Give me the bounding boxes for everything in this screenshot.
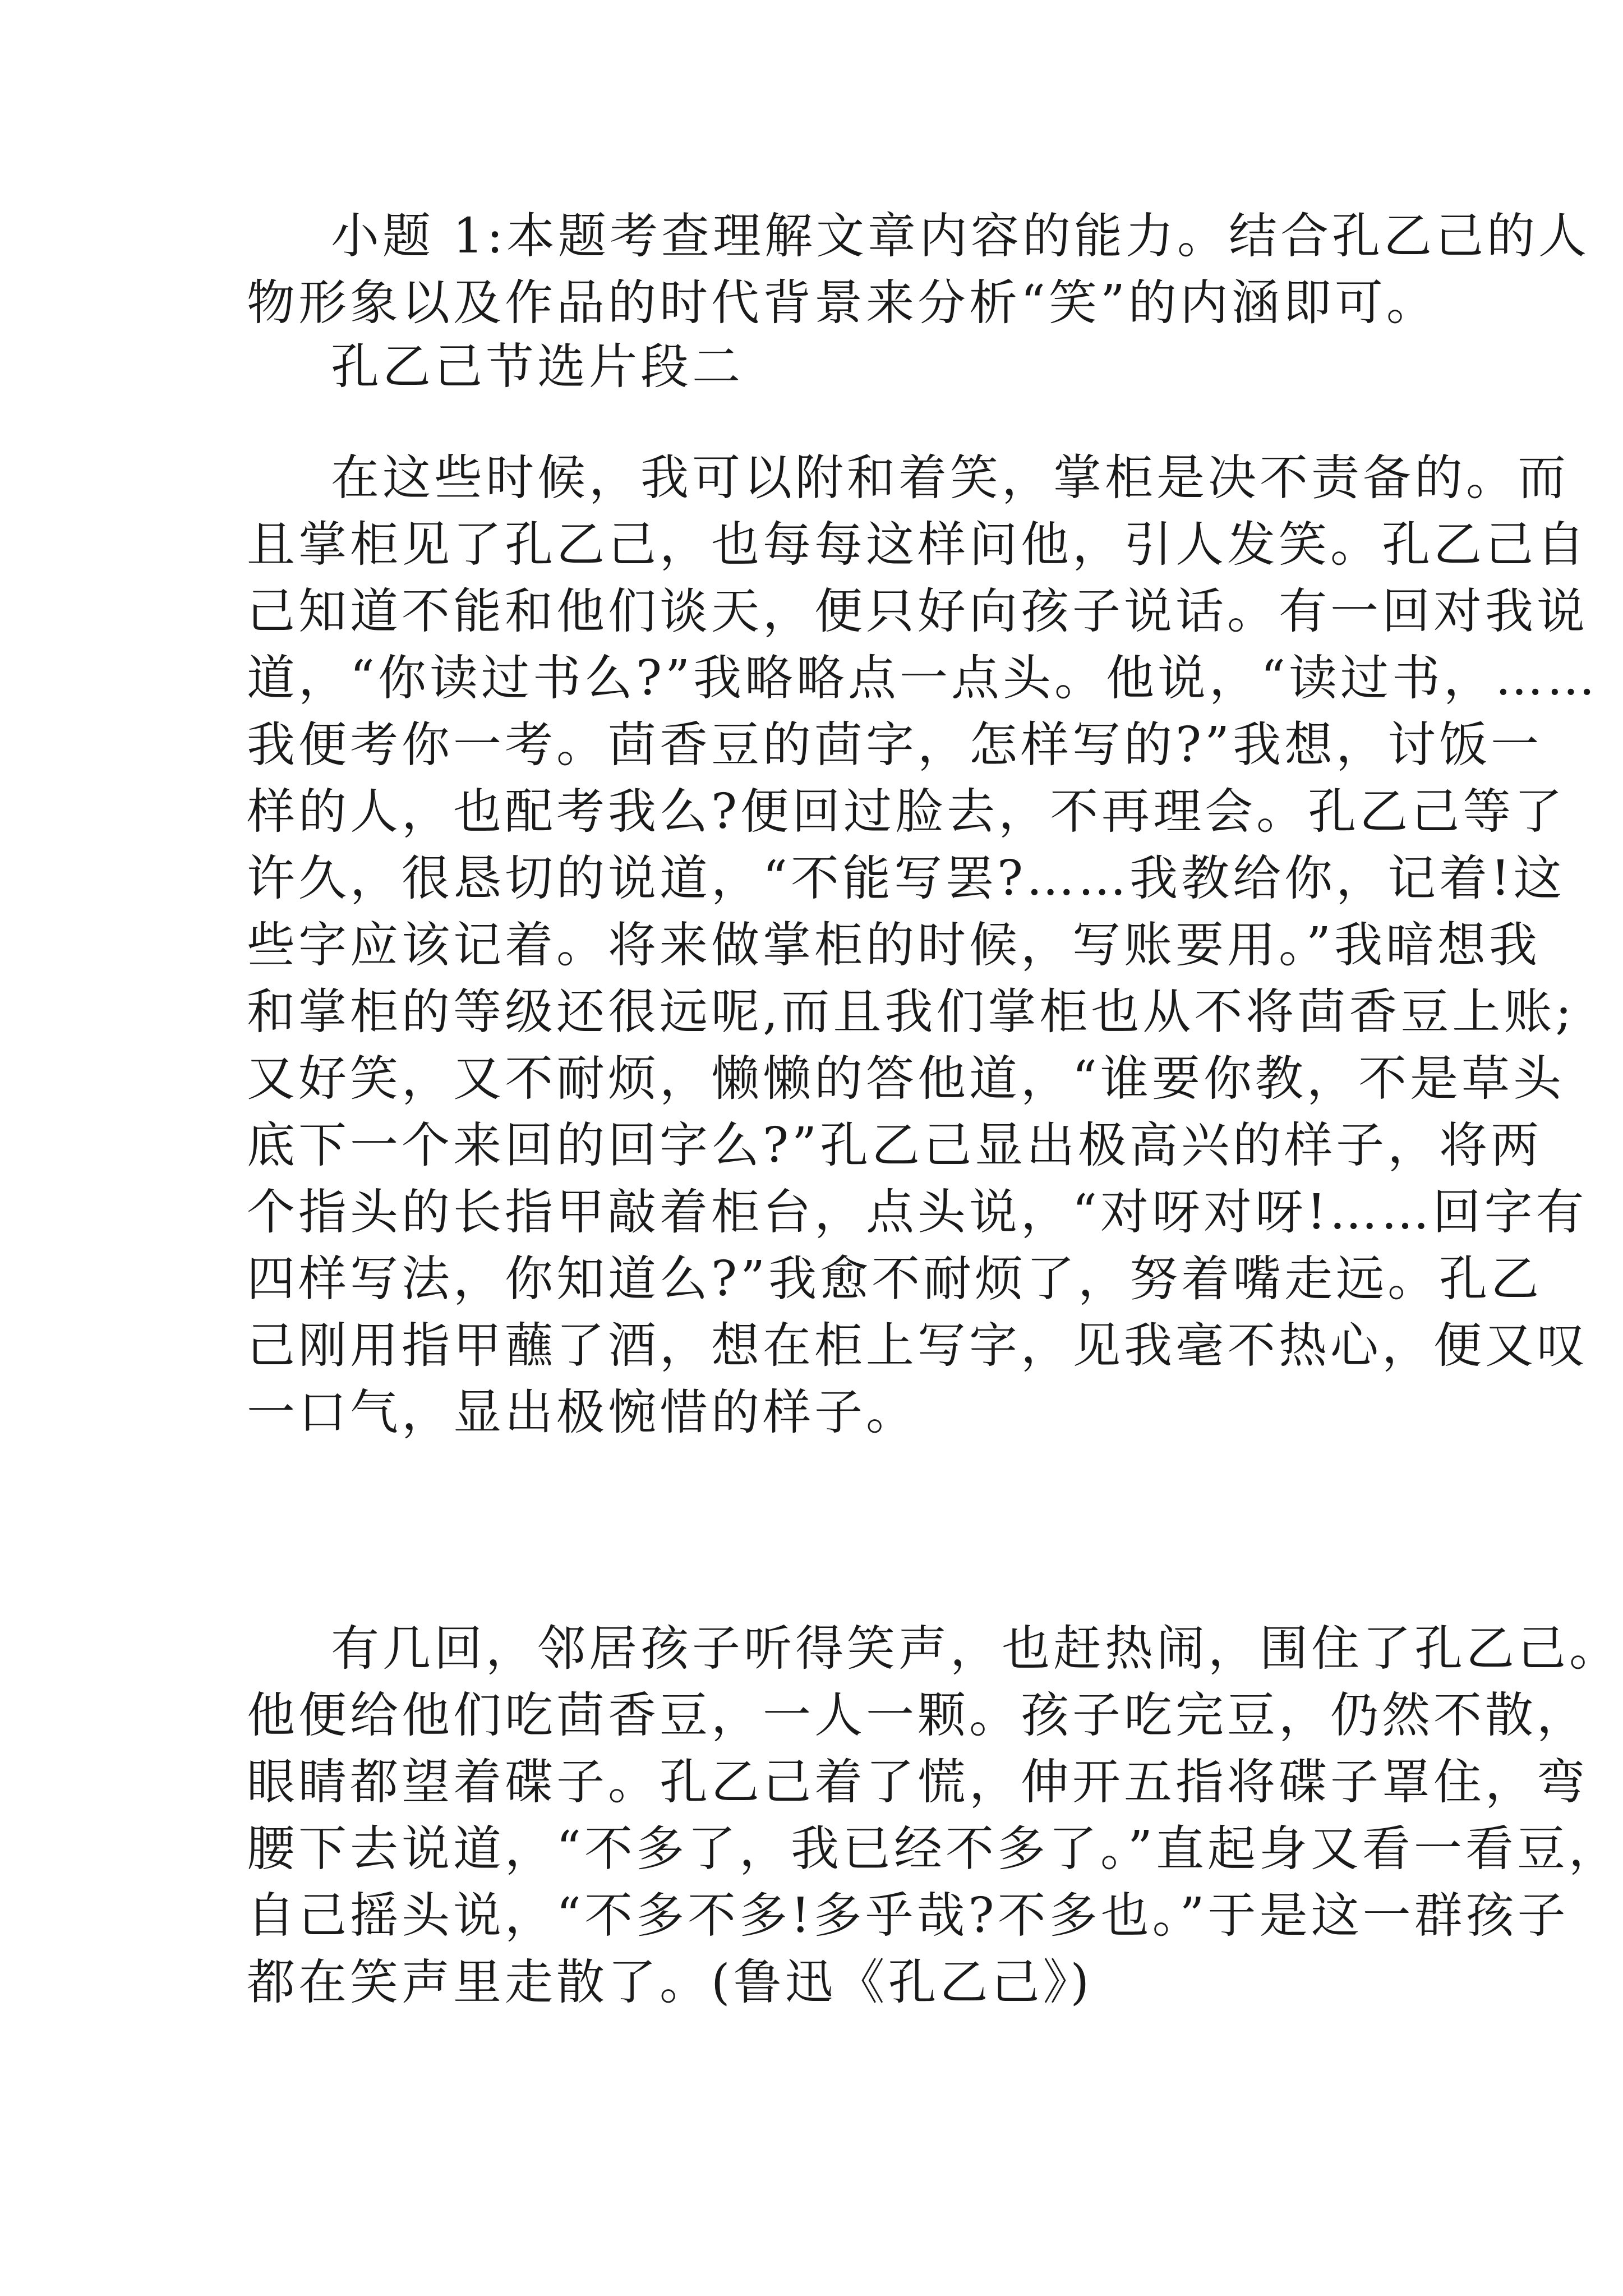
text-line: 在这些时候，我可以附和着笑，掌柜是决不责备的。而	[331, 450, 1569, 506]
section-title: 孔乙己节选片段二	[331, 339, 744, 395]
text-line: 腰下去说道，“不多了，我已经不多了。”直起身又看一看豆，	[247, 1821, 1620, 1877]
answer-hint-paragraph	[247, 203, 1590, 337]
text-line: 许久，很恳切的说道，“不能写罢?……我教给你，记着!这	[247, 850, 1565, 907]
text-line: 我便考你一考。茴香豆的茴字，怎样写的?”我想，讨饭一	[247, 717, 1543, 773]
text-line: 和掌柜的等级还很远呢,而且我们掌柜也从不将茴香豆上账;	[247, 984, 1575, 1040]
text-line: 眼睛都望着碟子。孔乙己着了慌，伸开五指将碟子罩住，弯	[247, 1754, 1588, 1810]
text-line: 四样写法，你知道么?”我愈不耐烦了，努着嘴走远。孔乙	[247, 1251, 1543, 1307]
text-line: 一口气，显出极惋惜的样子。	[247, 1384, 917, 1441]
text-line: 些字应该记着。将来做掌柜的时候，写账要用。”我暗想我	[247, 917, 1541, 973]
text-line: 底下一个来回的回字么?”孔乙己显出极高兴的样子，将两	[247, 1117, 1543, 1174]
text-line: 个指头的长指甲敲着柜台，点头说，“对呀对呀!……回字有	[247, 1184, 1588, 1240]
text-line: 又好笑，又不耐烦，懒懒的答他道，“谁要你教，不是草头	[247, 1051, 1565, 1107]
text-line: 己刚用指甲蘸了酒，想在柜上写字，见我毫不热心，便又叹	[247, 1318, 1588, 1374]
text-line: 小题 1:本题考查理解文章内容的能力。结合孔乙己的人	[331, 208, 1590, 264]
section-title-block	[247, 334, 1391, 401]
text-line: 有几回，邻居孩子听得笑声，也赶热闹，围住了孔乙己。	[331, 1621, 1621, 1677]
text-line: 都在笑声里走散了。(鲁迅《孔乙己》)	[247, 1954, 1093, 2010]
text-line: 他便给他们吃茴香豆，一人一颗。孩子吃完豆，仍然不散，	[247, 1687, 1588, 1743]
text-line: 且掌柜见了孔乙己，也每每这样问他，引人发笑。孔乙己自	[247, 517, 1588, 573]
text-line: 物形象以及作品的时代背景来分析“笑”的内涵即可。	[247, 275, 1438, 331]
text-line: 道，“你读过书么?”我略略点一点头。他说，“读过书，……	[247, 650, 1599, 706]
text-line: 己知道不能和他们谈天，便只好向孩子说话。有一回对我说	[247, 583, 1588, 639]
excerpt-paragraph-1	[247, 445, 1599, 1446]
text-line: 自己摇头说，“不多不多!多乎哉?不多也。”于是这一群孩子	[247, 1888, 1569, 1944]
excerpt-paragraph-2	[247, 1616, 1621, 2016]
text-line: 样的人，也配考我么?便回过脸去，不再理会。孔乙己等了	[247, 784, 1566, 840]
